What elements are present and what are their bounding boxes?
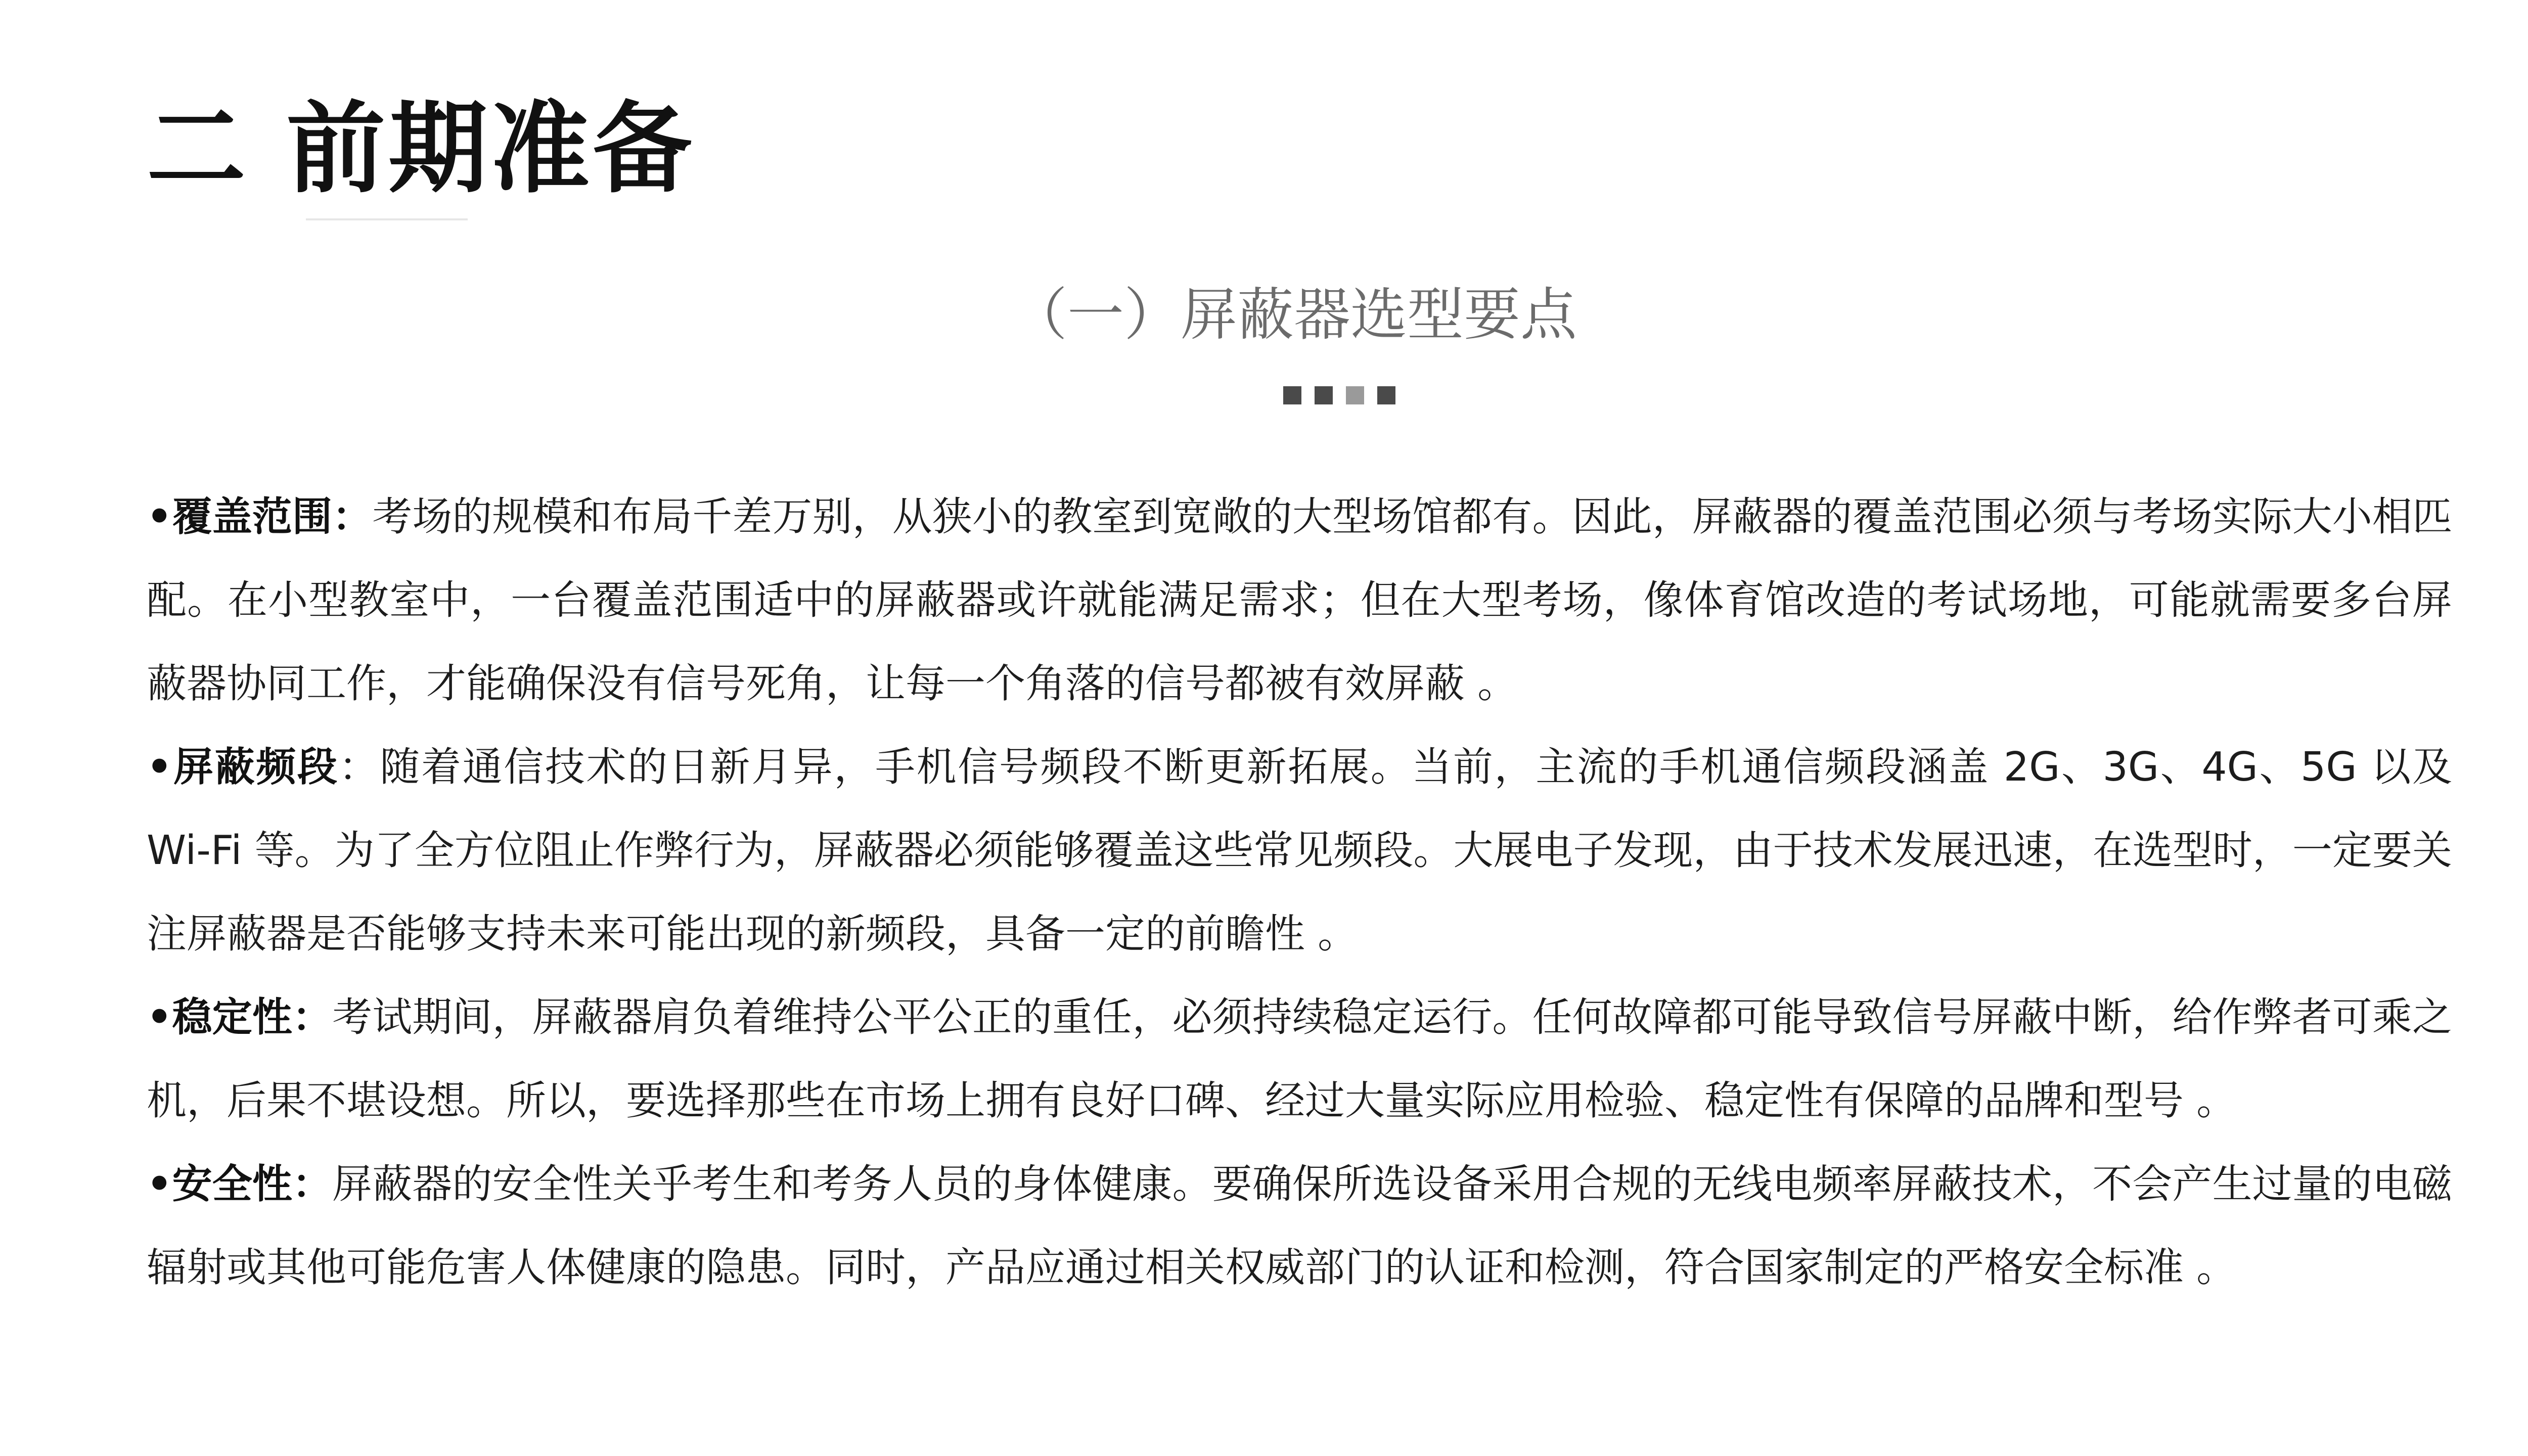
section-subtitle: （一）屏蔽器选型要点 — [1011, 282, 1577, 348]
paragraph-label: •安全性 — [147, 1161, 292, 1207]
title-underline — [306, 218, 468, 220]
paragraph-text: 考试期间，屏蔽器肩负着维持公平公正的重任，必须持续稳定运行。任何故障都可能导致信号屏蔽中断，给作弊者可乘之机，后果不堪设想。所以，要选择那些在市场上拥有良好口碑、经过大量实际应用检验、稳定性有保障的品牌和型号 。 — [147, 994, 2453, 1124]
paragraph-label: •屏蔽频段 — [147, 744, 339, 790]
square-dot-icon — [1283, 386, 1301, 404]
paragraph-safety — [147, 1143, 2452, 1309]
label-separator: ： — [292, 1161, 333, 1207]
paragraph-frequency — [147, 725, 2452, 976]
square-dot-icon — [1315, 386, 1333, 404]
square-dot-icon — [1346, 386, 1364, 404]
paragraph-label: •稳定性 — [147, 994, 292, 1040]
paragraph-label: •覆盖范围 — [147, 493, 333, 540]
content-body — [147, 475, 2452, 1309]
decorative-dots — [1283, 386, 1395, 404]
label-separator: ： — [338, 744, 380, 790]
paragraph-text: 考场的规模和布局千差万别，从狭小的教室到宽敞的大型场馆都有。因此，屏蔽器的覆盖范围必须与考场实际大小相匹配。在小型教室中，一台覆盖范围适中的屏蔽器或许就能满足需求；但在大型考场，像体育馆改造的考试场地，可能就需要多台屏蔽器协同工作，才能确保没有信号死角，让每一个角落的信号都被有效屏蔽 。 — [147, 493, 2453, 707]
paragraph-coverage — [147, 475, 2452, 725]
page-title: 二 前期准备 — [147, 92, 695, 207]
label-separator: ： — [292, 994, 333, 1040]
paragraph-stability — [147, 976, 2452, 1143]
label-separator: ： — [332, 493, 373, 540]
paragraph-text: 屏蔽器的安全性关乎考生和考务人员的身体健康。要确保所选设备采用合规的无线电频率屏蔽技术，不会产生过量的电磁辐射或其他可能危害人体健康的隐患。同时，产品应通过相关权威部门的认证和检测，符合国家制定的严格安全标准 。 — [147, 1161, 2453, 1291]
square-dot-icon — [1377, 386, 1395, 404]
paragraph-text: 随着通信技术的日新月异，手机信号频段不断更新拓展。当前，主流的手机通信频段涵盖 2G、3G、4G、5G 以及 Wi-Fi 等。为了全方位阻止作弊行为，屏蔽器必须能够覆盖这些常见频段。大展电子发现，由于技术发展迅速，在选型时，一定要关注屏蔽器是否能够支持未来可能出现的新频段，具备一定的前瞻性 。 — [147, 744, 2452, 957]
